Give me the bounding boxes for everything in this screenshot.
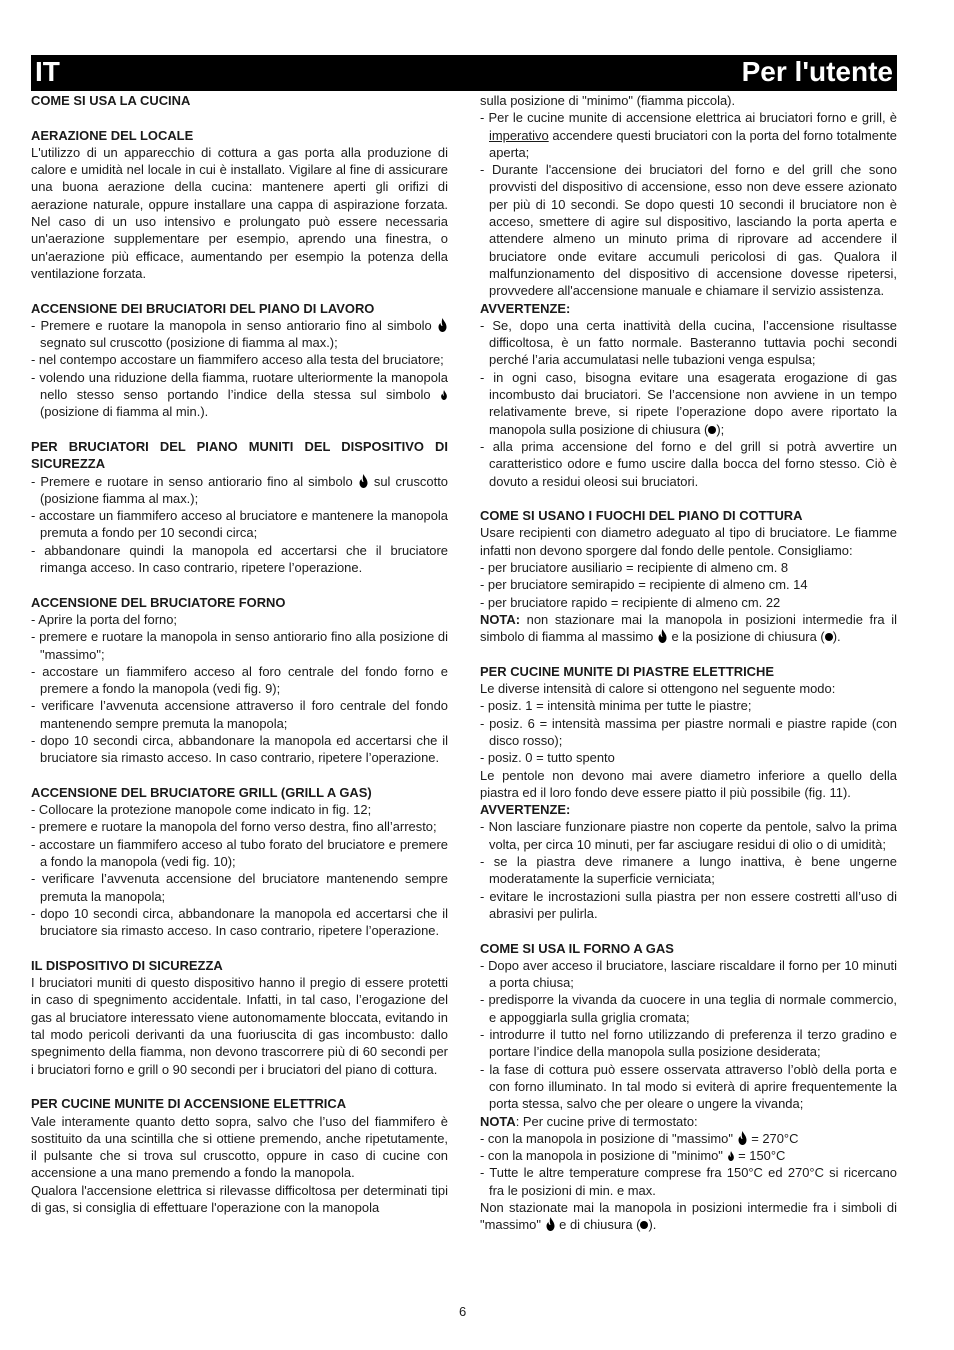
heading-dispositivo-sicurezza: IL DISPOSITIVO DI SICUREZZA [31, 957, 223, 973]
paragraph-piastre-2: Le pentole non devono mai avere diametro inferiore a quello della piastra ed il loro fondo deve essere piatto il più possibile (fig. 11). [480, 767, 897, 800]
list-item: - con la manopola in posizione di "minimo" = 150°C [480, 1148, 786, 1164]
list-item: - Premere e ruotare la manopola in senso antiorario fino al simbolo segnato sul cruscotto (posizione di fiamma al max.); [31, 317, 448, 352]
list-item: - alla prima accensione del forno e del grill si potrà avvertire un caratteristico odore e fumo uscire dalla bocca del forno stesso. Ciò è dovuto a residui oleosi sui bruciatori. [480, 438, 897, 489]
list-item: - accostare un fiammifero acceso al tubo forato del bruciatore e premere a fondo la manopola (vedi fig. 10); [31, 836, 448, 870]
list-item: - premere e ruotare la manopola del forno verso destra, fino all’arresto; [31, 819, 437, 835]
heading-piastre: PER CUCINE MUNITE DI PIASTRE ELETTRICHE [480, 663, 774, 679]
flame-max-icon [358, 474, 369, 488]
flame-max-icon [657, 629, 668, 643]
heading-bruciatore-forno: ACCENSIONE DEL BRUCIATORE FORNO [31, 594, 286, 610]
list-item: - evitare le incrostazioni sulla piastra per non essere costretti all’uso di abrasivi per pulirla. [480, 888, 897, 921]
language-label: IT [35, 56, 60, 87]
list-item: - la fase di cottura può essere osservata attraverso l’oblò della porta e con forno illuminato. In tal modo si eviterà di aprire frequentemente la porta stessa, salvo che per oleare o ungere la vivanda; [480, 1061, 897, 1112]
heading-bruciatore-grill: ACCENSIONE DEL BRUCIATORE GRILL (GRILL A GAS) [31, 784, 372, 800]
paragraph-continued: sulla posizione di "minimo" (fiamma piccola). [480, 93, 736, 108]
list-item: - in ogni caso, bisogna evitare una esagerata erogazione di gas incombusto dai bruciatori. Se l’accensione non avviene in un tempo relativamente breve, si ripete l’operazione dopo avere riportato la manopola sulla posizione di chiusura ( ); [480, 369, 897, 437]
list-item: - verificare l’avvenuta accensione attraverso il foro centrale del fondo mantenendo sempre premuta la manopola; [31, 698, 448, 731]
page-number: 6 [459, 1304, 467, 1319]
list-item: - posiz. 0 = tutto spento [480, 750, 615, 766]
page-title: Per l'utente [741, 56, 893, 87]
heading-forno-gas: COME SI USA IL FORNO A GAS [480, 940, 674, 956]
list-item: - Collocare la protezione manopole come indicato in fig. 12; [31, 802, 372, 818]
list-item: - accostare un fiammifero acceso al foro centrale del fondo forno e premere a fondo la manopola (vedi fig. 9); [31, 663, 448, 697]
heading-accensione-elettrica: PER CUCINE MUNITE DI ACCENSIONE ELETTRICA [31, 1096, 347, 1112]
list-item: - abbandonare quindi la manopola ed accertarsi che il bruciatore rimanga acceso. In caso contrario, ripetere l’operazione. [31, 542, 448, 576]
closed-position-icon [825, 633, 833, 641]
list-item: - Per le cucine munite di accensione elettrica ai bruciatori forno e grill, è imperativo accendere questi bruciatori con la porta del forno totalmente aperta; [480, 110, 897, 160]
list-item: - per bruciatore rapido = recipiente di almeno cm. 22 [480, 594, 781, 610]
left-column [31, 92, 448, 1216]
paragraph-aerazione: L'utilizzo di un apparecchio di cottura a gas porta alla produzione di calore e umidità nel locale in cui è installato. Vigilare al fine di assicurare una buona aerazione della cucina: mantenere aperti gli orifizi di aerazione naturale, oppure installare una cappa di aspirazione forzata. Nel caso di un uso intensivo e prolungato può essere necessaria un'aerazione supplementare per esempio, aprendo una finestra, o un'aerazione più efficace, aumentando per esempio la potenza della ventilazione forzata. [31, 144, 448, 281]
list-item: - premere e ruotare la manopola in senso antiorario fino alla posizione di "massimo"; [31, 629, 448, 662]
list-item: - posiz. 6 = intensità massima per piastre normali e piastre rapide (con disco rosso); [480, 715, 897, 748]
heading-avvertenze-piastre: AVVERTENZE: [480, 802, 571, 818]
heading-avvertenze: AVVERTENZE: [480, 300, 571, 316]
flame-max-icon [737, 1131, 748, 1145]
flame-max-icon [437, 318, 448, 332]
list-item: - Tutte le altre temperature comprese fra 150°C ed 270°C si ricercano fra le posizioni di min. e max. [480, 1165, 897, 1198]
list-item: - se la piastra deve rimanere a lungo inattiva, è bene ungerne moderatamente la superficie verniciata; [480, 854, 897, 887]
list-item: - Se, dopo una certa inattività della cucina, l’accensione risultasse difficoltosa, è un fatto normale. Basteranno tuttavia pochi secondi perché l’aria accumulatasi nelle tubazioni venga espulsa; [480, 317, 897, 368]
list-item: - per bruciatore semirapido = recipiente di almeno cm. 14 [480, 577, 808, 593]
list-item: - Durante l'accensione dei bruciatori del forno e del grill che sono provvisti del dispositivo di accensione, esso non deve essere azionato per più di 10 secondi. Se dopo questi 10 secondi il bruciatore non è acceso, smettere di agire sul dispositivo, lasciando la porta aperta e attendere almeno un minuto prima di riprovare ad accendere il bruciatore onde evitare accumuli pericolosi di gas. Qualora il malfunzionamento del dispositivo di accensione dovesse ripetersi, provvedere all'accensione manuale e chiamare il servizio assistenza. [480, 162, 897, 299]
page-header [31, 55, 897, 91]
list-item: - verificare l’avvenuta accensione del bruciatore mantenendo sempre premuta la manopola; [31, 871, 448, 904]
section-main-title: COME SI USA LA CUCINA [31, 93, 191, 108]
paragraph-accensione-elettrica: Vale interamente quanto detto sopra, salvo che l’uso del fiammifero è sostituito da una scintilla che si ottiene premendo, anche ripetutamente, il pulsante che si trova sul cruscotto, oppure in caso di cucine con accensione a una mano premendo a fondo la manopola. [31, 1113, 448, 1181]
heading-fuochi: COME SI USANO I FUOCHI DEL PIANO DI COTTURA [480, 508, 803, 524]
list-item: - accostare un fiammifero acceso al bruciatore e mantenere la manopola premuta a fondo per 10 secondi circa; [31, 508, 448, 541]
heading-aerazione: AERAZIONE DEL LOCALE [31, 127, 194, 143]
paragraph-dispositivo: I bruciatori muniti di questo dispositivo hanno il pregio di essere protetti in caso di spegnimento accidentale. Infatti, in tal caso, l’erogazione del gas al bruciatore interessato viene autonomamente bloccata, evitando in tal modo pericoli derivanti da una fuoriuscita di gas incombusto: dallo spegnimento della fiamma, non devono trascorrere più di 60 secondi per i bruciatori forno e grill o 90 secondi per i bruciatori del piano di cottura. [31, 975, 448, 1077]
list-item: - volendo una riduzione della fiamma, ruotare ulteriormente la manopola nello stesso senso portando l’indice della stessa sul simbolo (posizione di fiamma al min.). [31, 369, 448, 420]
paragraph-piastre: Le diverse intensità di calore si ottengono nel seguente modo: [480, 681, 836, 697]
note-forno: NOTA: Per cucine prive di termostato: [480, 1113, 698, 1129]
flame-min-icon [440, 390, 448, 400]
heading-bruciatori-sicurezza: PER BRUCIATORI DEL PIANO MUNITI DEL DISPOSITIVO DI SICUREZZA [31, 438, 448, 472]
flame-max-icon [545, 1217, 556, 1231]
list-item: - Premere e ruotare in senso antiorario fino al simbolo sul cruscotto (posizione fiamma al max.); [31, 473, 448, 506]
list-item: - per bruciatore ausiliario = recipiente di almeno cm. 8 [480, 560, 789, 576]
paragraph-accensione-elettrica-2: Qualora l'accensione elettrica si rilevasse difficoltosa per determinati tipi di gas, si consiglia di effettuare l'operazione con la manopola [31, 1182, 448, 1215]
list-item: - Dopo aver acceso il bruciatore, lasciare riscaldare il forno per 10 minuti a porta chiusa; [480, 957, 897, 991]
list-item: - introdurre il tutto nel forno utilizzando di preferenza il terzo gradino e portare l’indice della manopola sulla posizione desiderata; [480, 1027, 897, 1060]
list-item: - predisporre la vivanda da cuocere in una teglia di normale commercio, e appoggiarla sulla griglia cromata; [480, 992, 897, 1025]
paragraph-final: Non stazionate mai la manopola in posizioni intermedie fra i simboli di "massimo" e di chiusura ( ). [480, 1200, 897, 1233]
list-item: - nel contempo accostare un fiammifero acceso alla testa del bruciatore; [31, 352, 444, 368]
list-item: - dopo 10 secondi circa, abbandonare la manopola ed accertarsi che il bruciatore sia rimasto acceso. In caso contrario, ripetere l’operazione. [31, 732, 448, 766]
list-item: - dopo 10 secondi circa, abbandonare la manopola ed accertarsi che il bruciatore sia rimasto acceso. In caso contrario, ripetere l’operazione. [31, 905, 448, 939]
flame-min-icon [727, 1151, 735, 1161]
right-column [480, 92, 897, 1234]
list-item: - con la manopola in posizione di "massimo" = 270°C [480, 1130, 799, 1146]
list-item: - Aprire la porta del forno; [31, 611, 177, 627]
heading-accensione-piano: ACCENSIONE DEI BRUCIATORI DEL PIANO DI LAVORO [31, 300, 375, 316]
paragraph-fuochi: Usare recipienti con diametro adeguato al tipo di bruciatore. Le fiamme infatti non devono sporgere dal fondo delle pentole. Consigliamo: [480, 525, 897, 558]
note-fuochi: NOTA: non stazionare mai la manopola in posizioni intermedie fra il simbolo di fiamma al massimo e la posizione di chiusura ( ). [480, 611, 897, 645]
list-item: - Non lasciare funzionare piastre non coperte da pentole, salvo la prima volta, per circa 10 minuti, per far asciugare residui di olio o di umidità; [480, 819, 897, 852]
list-item: - posiz. 1 = intensità minima per tutte le piastre; [480, 698, 752, 714]
